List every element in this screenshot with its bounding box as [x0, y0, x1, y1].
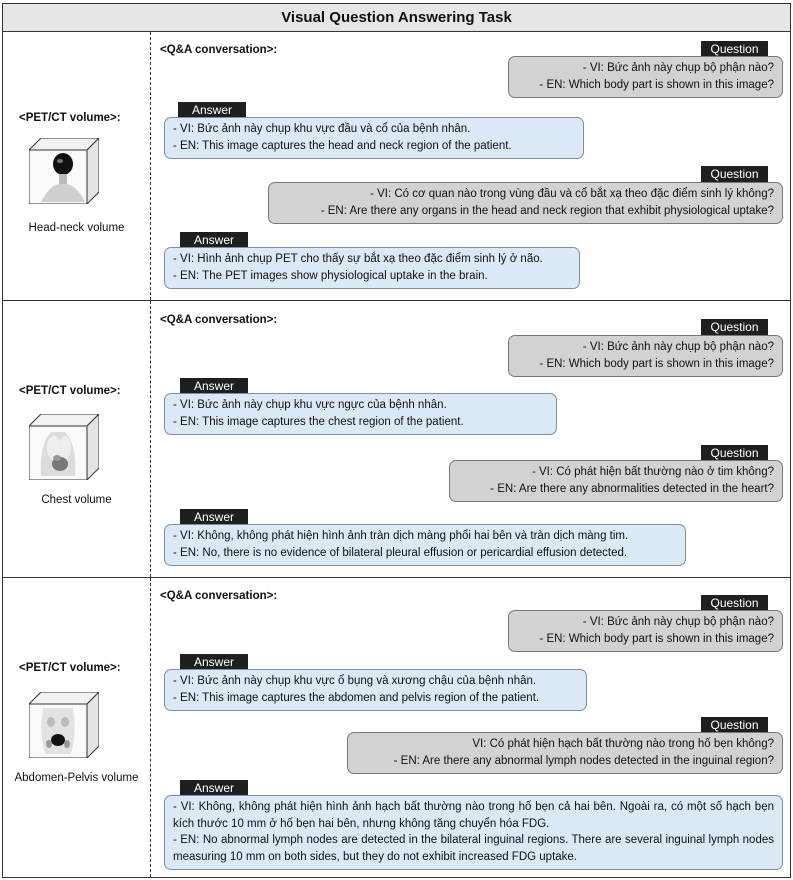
question-tag: Question	[701, 41, 768, 58]
volume-name: Chest volume	[41, 494, 112, 506]
question-en: - EN: Are there any abnormalities detected in the heart?	[490, 482, 774, 495]
answer-bubble	[164, 247, 580, 289]
question-bubble	[508, 56, 783, 98]
answer-bubble	[164, 117, 584, 159]
question-bubble	[508, 610, 783, 652]
answer-tag: Answer	[180, 654, 248, 671]
head-neck-volume-thumbnail	[29, 138, 99, 204]
volume-label: <PET/CT volume>:	[19, 112, 121, 124]
question-en: - EN: Which body part is shown in this image?	[539, 357, 774, 370]
question-vi: VI: Có phát hiện hạch bất thường nào trong hố bẹn không?	[472, 738, 774, 750]
answer-bubble	[164, 393, 557, 435]
answer-en: - EN: No abnormal lymph nodes are detected in the bilateral inguinal regions. There are several inguinal lymph nodes measuring 10 mm on both sides, but they do not exhibit increased FDG uptake.	[173, 834, 774, 863]
answer-en: - EN: This image captures the chest region of the patient.	[173, 415, 464, 428]
chest-volume-thumbnail	[29, 414, 99, 480]
answer-vi: - VI: Bức ảnh này chụp khu vực đầu và cổ của bệnh nhân.	[173, 123, 471, 135]
question-tag: Question	[701, 166, 768, 183]
answer-vi: - VI: Không, không phát hiện hình ảnh tràn dịch màng phổi hai bên và tràn dịch màng tim.	[173, 530, 629, 542]
section-chest	[3, 300, 790, 577]
question-en: - EN: Which body part is shown in this image?	[539, 632, 774, 645]
question-bubble	[508, 335, 783, 377]
qa-label: <Q&A conversation>:	[160, 590, 278, 602]
qa-label: <Q&A conversation>:	[160, 314, 278, 326]
question-bubble	[268, 182, 783, 224]
volume-panel	[3, 301, 150, 577]
figure-frame	[2, 3, 791, 878]
question-vi: - VI: Bức ảnh này chụp bộ phận nào?	[582, 341, 774, 353]
figure-title: Visual Question Answering Task	[3, 4, 790, 32]
answer-en: - EN: The PET images show physiological uptake in the brain.	[173, 269, 488, 282]
question-vi: - VI: Có cơ quan nào trong vùng đầu và cổ bắt xạ theo đặc điểm sinh lý không?	[370, 188, 774, 200]
answer-tag: Answer	[180, 378, 248, 395]
answer-bubble	[164, 524, 686, 566]
section-head-neck	[3, 32, 790, 300]
volume-panel	[3, 578, 150, 877]
volume-panel	[3, 32, 150, 300]
volume-name: Head-neck volume	[28, 222, 125, 234]
answer-vi: - VI: Bức ảnh này chụp khu vực ổ bụng và xương chậu của bệnh nhân.	[173, 675, 537, 687]
answer-en: - EN: No, there is no evidence of bilateral pleural effusion or pericardial effusion detected.	[173, 546, 628, 559]
section-abdomen-pelvis	[3, 577, 790, 877]
question-vi: - VI: Có phát hiện bất thường nào ở tim không?	[531, 466, 774, 478]
question-bubble	[449, 460, 783, 502]
answer-en: - EN: This image captures the abdomen and pelvis region of the patient.	[173, 691, 540, 704]
volume-label: <PET/CT volume>:	[19, 385, 121, 397]
question-vi: - VI: Bức ảnh này chụp bộ phận nào?	[582, 62, 774, 74]
question-vi: - VI: Bức ảnh này chụp bộ phận nào?	[582, 616, 774, 628]
answer-tag: Answer	[180, 509, 248, 526]
answer-vi: - VI: Bức ảnh này chụp khu vực ngực của bệnh nhân.	[173, 399, 447, 411]
qa-label: <Q&A conversation>:	[160, 44, 278, 56]
dashed-divider	[150, 32, 151, 300]
question-en: - EN: Are there any abnormal lymph nodes detected in the inguinal region?	[393, 754, 774, 767]
answer-tag: Answer	[178, 102, 246, 119]
answer-tag: Answer	[180, 232, 248, 249]
volume-label: <PET/CT volume>:	[19, 662, 121, 674]
volume-name: Abdomen-Pelvis volume	[14, 772, 139, 784]
dashed-divider	[150, 578, 151, 877]
question-bubble	[347, 732, 783, 774]
dashed-divider	[150, 301, 151, 577]
question-tag: Question	[701, 717, 768, 734]
answer-bubble	[164, 795, 783, 870]
question-tag: Question	[701, 445, 768, 462]
question-en: - EN: Which body part is shown in this image?	[539, 78, 774, 91]
answer-vi: - VI: Không, không phát hiện hình ảnh hạch bất thường nào trong hố bẹn cả hai bên. Ngoài ra, có một số hạch bẹn kích thước 10 mm ở hố bẹn hai bên, nhưng không tăng chuyển hóa FDG.	[173, 801, 774, 830]
abdomen-pelvis-volume-thumbnail	[29, 692, 99, 758]
question-tag: Question	[701, 595, 768, 612]
answer-en: - EN: This image captures the head and neck region of the patient.	[173, 139, 512, 152]
answer-vi: - VI: Hình ảnh chụp PET cho thấy sự bắt xạ theo đặc điểm sinh lý ở não.	[173, 253, 543, 265]
answer-bubble	[164, 669, 587, 711]
answer-tag: Answer	[180, 780, 248, 797]
question-tag: Question	[701, 319, 768, 336]
question-en: - EN: Are there any organs in the head and neck region that exhibit physiological uptake?	[320, 204, 774, 217]
